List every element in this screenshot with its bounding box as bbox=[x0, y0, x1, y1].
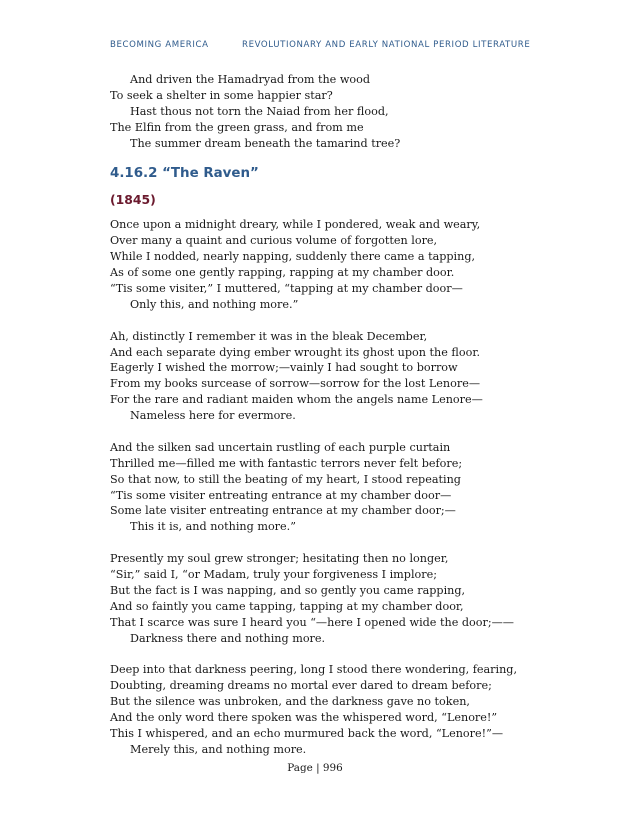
poem-line: The summer dream beneath the tamarind tree? bbox=[130, 136, 401, 150]
section-heading: 4.16.2 “The Raven” bbox=[110, 166, 259, 182]
poem-line: Deep into that darkness peering, long I stood there wondering, fearing, bbox=[110, 663, 518, 677]
poem-line: And the silken sad uncertain rustling of each purple curtain bbox=[110, 440, 451, 454]
page-number: Page | 996 bbox=[287, 762, 343, 774]
header-section-title: REVOLUTIONARY AND EARLY NATIONAL PERIOD LITERATURE bbox=[242, 40, 531, 50]
poem-line: Doubting, dreaming dreams no mortal ever dared to dream before; bbox=[110, 679, 492, 693]
poem-line: From my books surcease of sorrow—sorrow for the lost Lenore— bbox=[110, 377, 481, 391]
poem-line: This it is, and nothing more.” bbox=[130, 520, 296, 534]
poem-line: Presently my soul grew stronger; hesitating then no longer, bbox=[110, 552, 449, 566]
poem-line: Darkness there and nothing more. bbox=[130, 631, 326, 645]
poem-line: And each separate dying ember wrought its ghost upon the floor. bbox=[110, 345, 481, 359]
stanza bbox=[110, 551, 530, 646]
poem-line: “Tis some visiter entreating entrance at my chamber door— bbox=[110, 488, 452, 502]
poem-line: So that now, to still the beating of my heart, I stood repeating bbox=[110, 472, 461, 486]
stanza-break bbox=[110, 647, 530, 663]
poem-line: Over many a quaint and curious volume of forgotten lore, bbox=[110, 234, 438, 248]
poem-line: And the only word there spoken was the whispered word, “Lenore!” bbox=[110, 711, 498, 725]
page-content bbox=[110, 72, 530, 758]
poem-line: To seek a shelter in some happier star? bbox=[110, 88, 333, 102]
poem-line: Ah, distinctly I remember it was in the bleak December, bbox=[110, 329, 428, 343]
poem-line: “Sir,” said I, “or Madam, truly your forgiveness I implore; bbox=[110, 568, 437, 582]
poem-line: And driven the Hamadryad from the wood bbox=[130, 73, 371, 86]
poem-line: Eagerly I wished the morrow;—vainly I had sought to borrow bbox=[110, 361, 458, 375]
stanza-break bbox=[110, 313, 530, 329]
header-book-title: BECOMING AMERICA bbox=[110, 40, 209, 50]
poem-line: But the silence was unbroken, and the darkness gave no token, bbox=[110, 695, 470, 709]
stanza bbox=[110, 440, 530, 535]
stanza bbox=[110, 329, 530, 424]
poem-line: But the fact is I was napping, and so gently you came rapping, bbox=[110, 583, 466, 597]
poem-line: That I scarce was sure I heard you “—here I opened wide the door;—— bbox=[110, 615, 514, 629]
poem-line: Merely this, and nothing more. bbox=[130, 742, 307, 756]
stanza-break bbox=[110, 424, 530, 440]
raven-poem bbox=[110, 217, 530, 757]
poem-line: And so faintly you came tapping, tapping at my chamber door, bbox=[110, 599, 464, 613]
poem-line: Only this, and nothing more.” bbox=[130, 297, 299, 311]
poem-line: While I nodded, nearly napping, suddenly there came a tapping, bbox=[110, 250, 476, 264]
poem-line: Some late visiter entreating entrance at my chamber door;— bbox=[110, 504, 456, 518]
section-date: (1845) bbox=[110, 192, 156, 208]
stanza-break bbox=[110, 535, 530, 551]
stanza bbox=[110, 217, 530, 312]
poem-line: Hast thous not torn the Naiad from her flood, bbox=[130, 104, 389, 118]
poem-line: “Tis some visiter,” I muttered, “tapping at my chamber door— bbox=[110, 282, 463, 296]
poem-line: For the rare and radiant maiden whom the angels name Lenore— bbox=[110, 393, 483, 407]
stanza bbox=[110, 662, 530, 757]
poem-line: As of some one gently rapping, rapping at my chamber door. bbox=[110, 266, 455, 280]
poem-line: The Elfin from the green grass, and from me bbox=[110, 120, 364, 134]
intro-poem-excerpt bbox=[110, 72, 530, 151]
poem-line: Thrilled me—filled me with fantastic terrors never felt before; bbox=[110, 456, 463, 470]
poem-line: Once upon a midnight dreary, while I pondered, weak and weary, bbox=[110, 218, 481, 232]
poem-line: This I whispered, and an echo murmured back the word, “Lenore!”— bbox=[110, 726, 504, 740]
poem-line: Nameless here for evermore. bbox=[130, 409, 296, 423]
